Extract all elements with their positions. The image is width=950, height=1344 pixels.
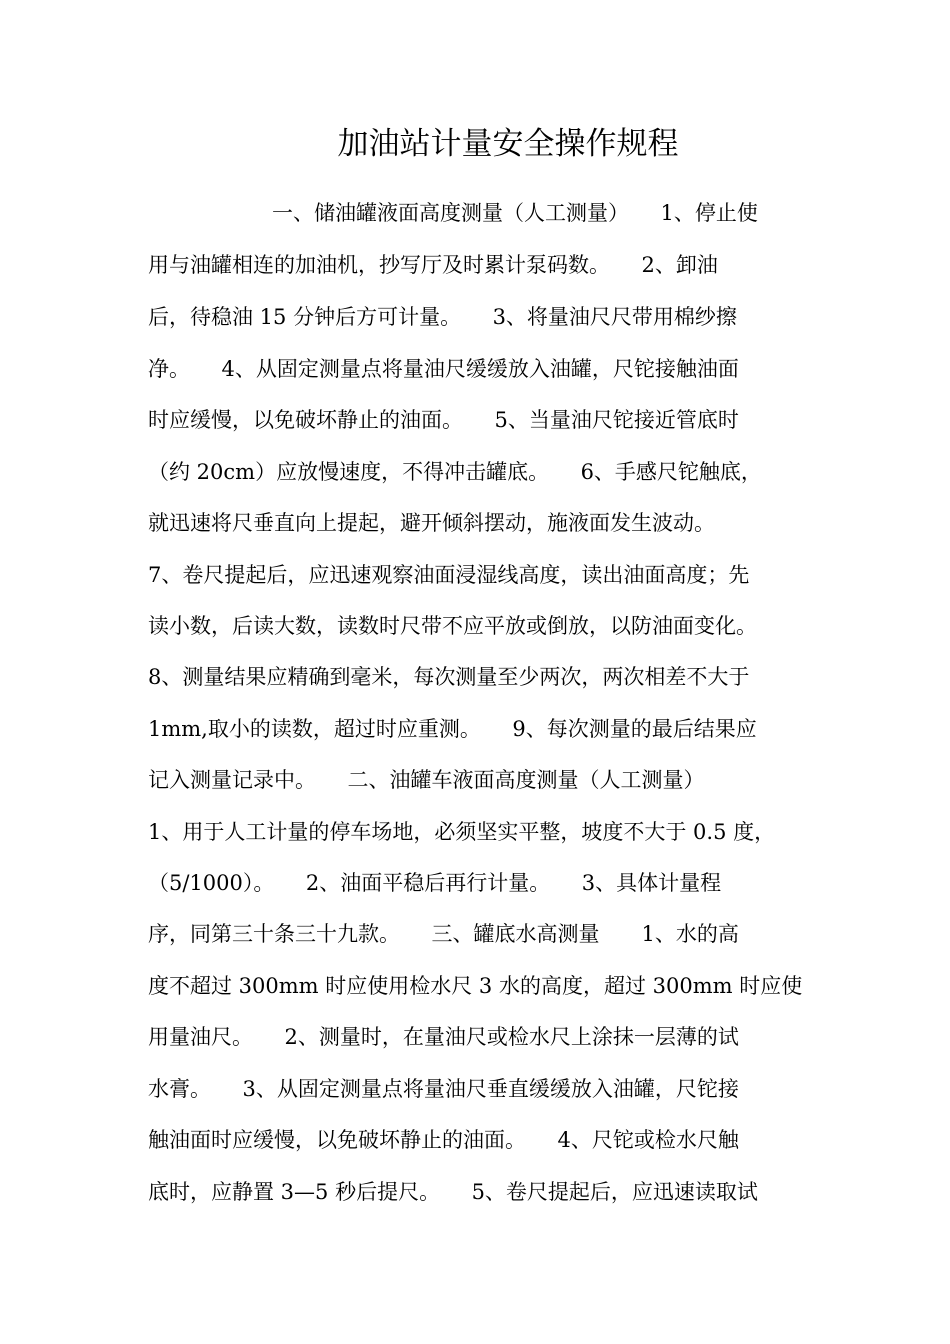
body-line: 后，待稳油 15 分钟后方可计量。 3、将量油尺尺带用棉纱擦 <box>148 305 737 329</box>
body-line: 记入测量记录中。 二、油罐车液面高度测量（人工测量） <box>148 768 705 792</box>
body-line: 度不超过 300mm 时应使用检水尺 3 水的高度，超过 300mm 时应使 <box>148 974 803 998</box>
body-line: 一、储油罐液面高度测量（人工测量） 1、停止使 <box>272 201 758 225</box>
document-title: 加油站计量安全操作规程 <box>337 126 679 162</box>
body-line: 读小数，后读大数，读数时尺带不应平放或倒放，以防油面变化。 <box>148 614 757 638</box>
body-line: 7、卷尺提起后，应迅速观察油面浸湿线高度，读出油面高度；先 <box>148 563 750 587</box>
body-line: 用与油罐相连的加油机，抄写厅及时累计泵码数。 2、卸油 <box>148 253 718 277</box>
body-line: 用量油尺。 2、测量时，在量油尺或检水尺上涂抹一层薄的试 <box>148 1025 739 1049</box>
body-line: 8、测量结果应精确到毫米，每次测量至少两次，两次相差不大于 <box>148 665 750 689</box>
body-line: 水膏。 3、从固定测量点将量油尺垂直缓缓放入油罐，尺铊接 <box>148 1077 739 1101</box>
body-line: （5/1000）。 2、油面平稳后再行计量。 3、具体计量程 <box>148 871 722 895</box>
body-line: 时应缓慢，以免破坏静止的油面。 5、当量油尺铊接近管底时 <box>148 408 739 432</box>
body-line: 1mm,取小的读数，超过时应重测。 9、每次测量的最后结果应 <box>148 717 757 741</box>
body-line: 净。 4、从固定测量点将量油尺缓缓放入油罐，尺铊接触油面 <box>148 357 739 381</box>
body-line: 触油面时应缓慢，以免破坏静止的油面。 4、尺铊或检水尺触 <box>148 1128 739 1152</box>
body-line: 底时，应静置 3—5 秒后提尺。 5、卷尺提起后，应迅速读取试 <box>148 1180 758 1204</box>
body-line: （约 20cm）应放慢速度，不得冲击罐底。 6、手感尺铊触底， <box>148 460 762 484</box>
body-line: 序，同第三十条三十九款。 三、罐底水高测量 1、水的高 <box>148 922 739 946</box>
body-line: 就迅速将尺垂直向上提起，避开倾斜摆动，施液面发生波动。 <box>148 511 715 535</box>
body-line: 1、用于人工计量的停车场地，必须坚实平整，坡度不大于 0.5 度， <box>148 820 776 844</box>
